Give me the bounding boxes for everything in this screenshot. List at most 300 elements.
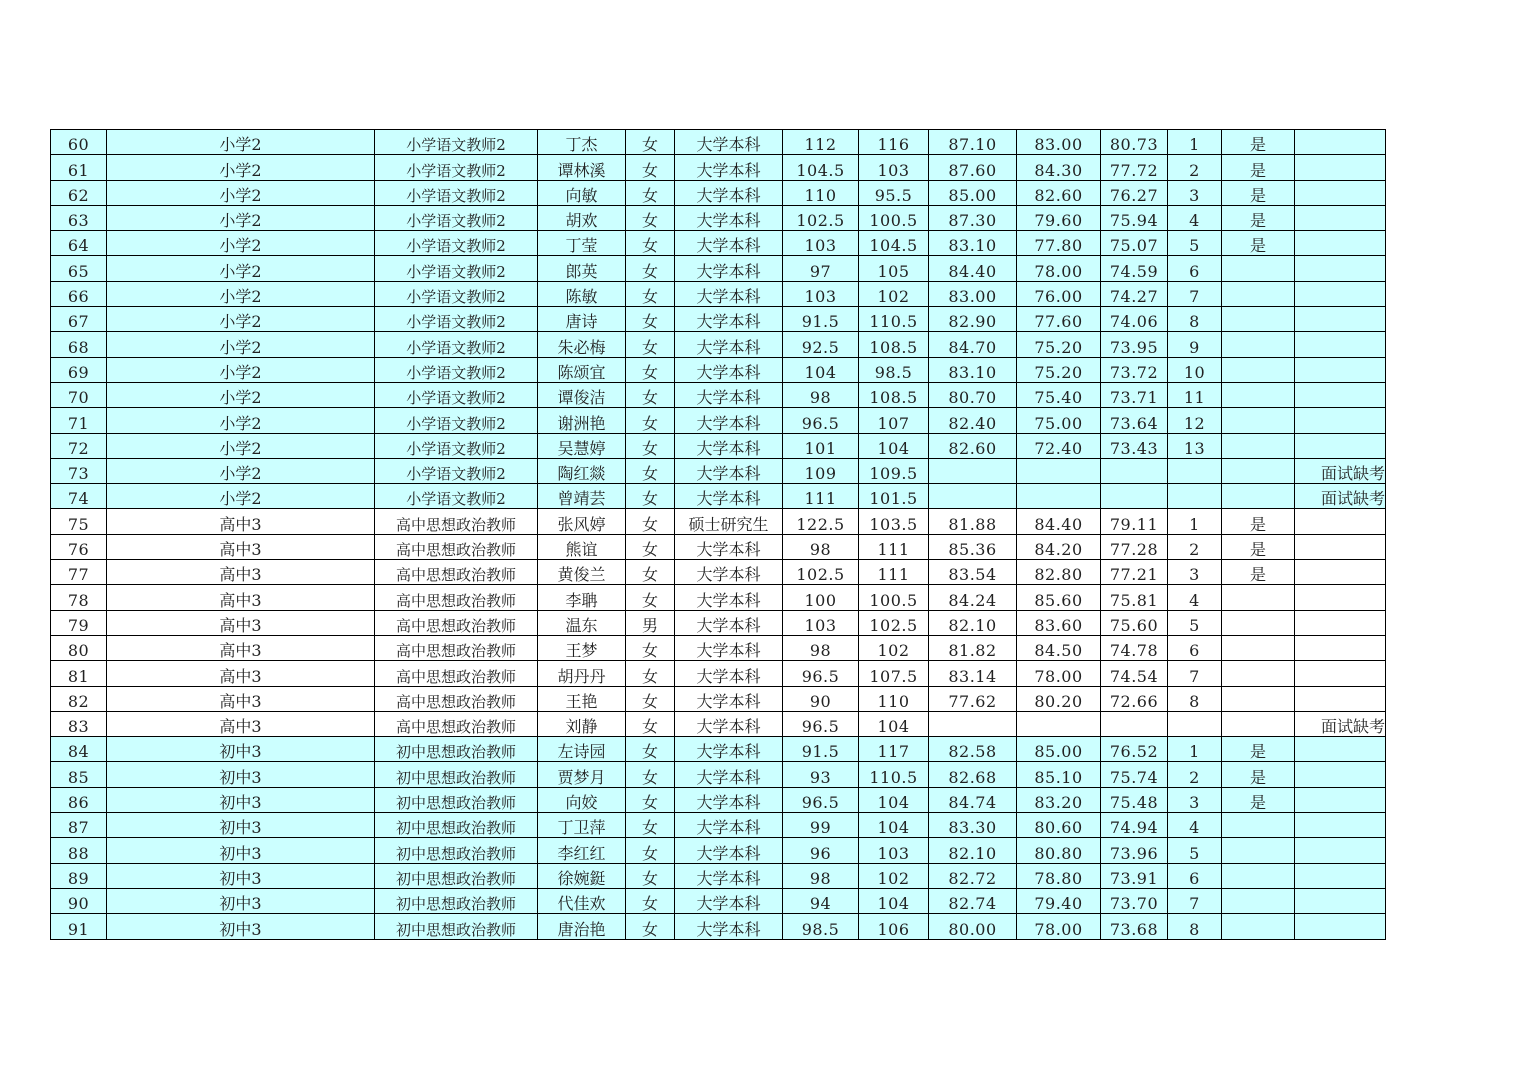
written-score-cell: 109 — [783, 458, 859, 483]
note-cell — [1295, 130, 1386, 155]
note-cell: 面试缺考 — [1295, 458, 1386, 483]
interview-score-cell: 80.00 — [929, 914, 1017, 939]
unit-cell: 初中3 — [107, 762, 375, 787]
rank-cell: 2 — [1168, 155, 1222, 180]
interview-score-cell: 83.54 — [929, 560, 1017, 585]
name-cell: 王梦 — [538, 635, 626, 660]
rank-cell: 5 — [1168, 231, 1222, 256]
position-cell: 小学语文教师2 — [375, 433, 538, 458]
second-score-cell: 100.5 — [859, 205, 929, 230]
total-score-cell: 74.54 — [1101, 661, 1168, 686]
note-cell — [1295, 560, 1386, 585]
written-score-cell: 98.5 — [783, 914, 859, 939]
unit-cell: 初中3 — [107, 863, 375, 888]
table-row — [51, 560, 1386, 585]
interview-score-cell: 87.10 — [929, 130, 1017, 155]
pass-mark-cell — [1222, 863, 1295, 888]
position-cell: 高中思想政治教师 — [375, 534, 538, 559]
written-score-cell: 110 — [783, 180, 859, 205]
gender-cell: 女 — [626, 787, 675, 812]
pass-mark-cell — [1222, 357, 1295, 382]
row-number-cell: 73 — [51, 458, 107, 483]
interview-score-cell: 84.74 — [929, 787, 1017, 812]
pass-mark-cell: 是 — [1222, 509, 1295, 534]
table-row — [51, 484, 1386, 509]
note-cell — [1295, 180, 1386, 205]
education-cell: 大学本科 — [675, 888, 783, 913]
pass-mark-cell: 是 — [1222, 737, 1295, 762]
rank-cell: 2 — [1168, 534, 1222, 559]
gender-cell: 女 — [626, 711, 675, 736]
note-cell — [1295, 914, 1386, 939]
table-row — [51, 661, 1386, 686]
pass-mark-cell — [1222, 711, 1295, 736]
pass-mark-cell — [1222, 458, 1295, 483]
table-row — [51, 256, 1386, 281]
total-score-cell — [1101, 458, 1168, 483]
pass-mark-cell — [1222, 813, 1295, 838]
row-number-cell: 87 — [51, 813, 107, 838]
position-cell: 高中思想政治教师 — [375, 610, 538, 635]
rank-cell — [1168, 711, 1222, 736]
note-cell — [1295, 585, 1386, 610]
name-cell: 谢洲艳 — [538, 408, 626, 433]
total-score-cell: 74.78 — [1101, 635, 1168, 660]
note-cell: 面试缺考 — [1295, 711, 1386, 736]
note-cell — [1295, 357, 1386, 382]
written-score-cell: 103 — [783, 281, 859, 306]
fourth-score-cell: 82.60 — [1017, 180, 1101, 205]
second-score-cell: 101.5 — [859, 484, 929, 509]
education-cell: 硕士研究生 — [675, 509, 783, 534]
position-cell: 小学语文教师2 — [375, 256, 538, 281]
second-score-cell: 109.5 — [859, 458, 929, 483]
note-cell: 面试缺考 — [1295, 484, 1386, 509]
second-score-cell: 103 — [859, 155, 929, 180]
name-cell: 李聃 — [538, 585, 626, 610]
written-score-cell: 90 — [783, 686, 859, 711]
education-cell: 大学本科 — [675, 813, 783, 838]
row-number-cell: 77 — [51, 560, 107, 585]
gender-cell: 女 — [626, 484, 675, 509]
rank-cell: 7 — [1168, 281, 1222, 306]
written-score-cell: 97 — [783, 256, 859, 281]
education-cell: 大学本科 — [675, 408, 783, 433]
pass-mark-cell — [1222, 256, 1295, 281]
note-cell — [1295, 155, 1386, 180]
rank-cell: 3 — [1168, 560, 1222, 585]
note-cell — [1295, 813, 1386, 838]
name-cell: 张风婷 — [538, 509, 626, 534]
position-cell: 小学语文教师2 — [375, 231, 538, 256]
table-row — [51, 408, 1386, 433]
row-number-cell: 72 — [51, 433, 107, 458]
table-row — [51, 180, 1386, 205]
unit-cell: 小学2 — [107, 205, 375, 230]
position-cell: 高中思想政治教师 — [375, 635, 538, 660]
table-row — [51, 585, 1386, 610]
pass-mark-cell — [1222, 635, 1295, 660]
name-cell: 丁杰 — [538, 130, 626, 155]
name-cell: 王艳 — [538, 686, 626, 711]
position-cell: 小学语文教师2 — [375, 357, 538, 382]
gender-cell: 女 — [626, 458, 675, 483]
table-row — [51, 281, 1386, 306]
note-cell — [1295, 205, 1386, 230]
row-number-cell: 60 — [51, 130, 107, 155]
total-score-cell: 77.72 — [1101, 155, 1168, 180]
table-row — [51, 509, 1386, 534]
fourth-score-cell — [1017, 711, 1101, 736]
position-cell: 小学语文教师2 — [375, 130, 538, 155]
pass-mark-cell — [1222, 484, 1295, 509]
rank-cell: 1 — [1168, 130, 1222, 155]
gender-cell: 女 — [626, 560, 675, 585]
gender-cell: 女 — [626, 888, 675, 913]
position-cell: 高中思想政治教师 — [375, 711, 538, 736]
position-cell: 初中思想政治教师 — [375, 737, 538, 762]
unit-cell: 小学2 — [107, 130, 375, 155]
interview-score-cell: 82.10 — [929, 610, 1017, 635]
unit-cell: 小学2 — [107, 458, 375, 483]
written-score-cell: 122.5 — [783, 509, 859, 534]
second-score-cell: 102 — [859, 281, 929, 306]
name-cell: 陶红燚 — [538, 458, 626, 483]
table-row — [51, 686, 1386, 711]
pass-mark-cell: 是 — [1222, 155, 1295, 180]
row-number-cell: 89 — [51, 863, 107, 888]
gender-cell: 女 — [626, 357, 675, 382]
pass-mark-cell: 是 — [1222, 130, 1295, 155]
second-score-cell: 103 — [859, 838, 929, 863]
name-cell: 唐诗 — [538, 307, 626, 332]
total-score-cell: 73.72 — [1101, 357, 1168, 382]
second-score-cell: 106 — [859, 914, 929, 939]
fourth-score-cell: 76.00 — [1017, 281, 1101, 306]
education-cell: 大学本科 — [675, 610, 783, 635]
pass-mark-cell: 是 — [1222, 180, 1295, 205]
written-score-cell: 112 — [783, 130, 859, 155]
written-score-cell: 91.5 — [783, 737, 859, 762]
fourth-score-cell: 75.40 — [1017, 382, 1101, 407]
written-score-cell: 102.5 — [783, 205, 859, 230]
position-cell: 小学语文教师2 — [375, 408, 538, 433]
second-score-cell: 102 — [859, 863, 929, 888]
second-score-cell: 107 — [859, 408, 929, 433]
table-row — [51, 458, 1386, 483]
education-cell: 大学本科 — [675, 357, 783, 382]
written-score-cell: 96.5 — [783, 711, 859, 736]
second-score-cell: 102 — [859, 635, 929, 660]
education-cell: 大学本科 — [675, 686, 783, 711]
row-number-cell: 61 — [51, 155, 107, 180]
table-row — [51, 231, 1386, 256]
pass-mark-cell — [1222, 838, 1295, 863]
unit-cell: 初中3 — [107, 838, 375, 863]
row-number-cell: 65 — [51, 256, 107, 281]
position-cell: 初中思想政治教师 — [375, 863, 538, 888]
row-number-cell: 64 — [51, 231, 107, 256]
unit-cell: 小学2 — [107, 433, 375, 458]
table-row — [51, 332, 1386, 357]
unit-cell: 高中3 — [107, 509, 375, 534]
results-table — [50, 129, 1386, 940]
education-cell: 大学本科 — [675, 382, 783, 407]
position-cell: 高中思想政治教师 — [375, 686, 538, 711]
interview-score-cell: 84.24 — [929, 585, 1017, 610]
row-number-cell: 71 — [51, 408, 107, 433]
interview-score-cell: 87.60 — [929, 155, 1017, 180]
gender-cell: 女 — [626, 509, 675, 534]
education-cell: 大学本科 — [675, 155, 783, 180]
written-score-cell: 100 — [783, 585, 859, 610]
gender-cell: 女 — [626, 585, 675, 610]
table-row — [51, 357, 1386, 382]
position-cell: 小学语文教师2 — [375, 205, 538, 230]
total-score-cell: 73.68 — [1101, 914, 1168, 939]
interview-score-cell: 82.74 — [929, 888, 1017, 913]
rank-cell: 6 — [1168, 635, 1222, 660]
education-cell: 大学本科 — [675, 484, 783, 509]
interview-score-cell: 80.70 — [929, 382, 1017, 407]
written-score-cell: 96.5 — [783, 661, 859, 686]
row-number-cell: 85 — [51, 762, 107, 787]
gender-cell: 女 — [626, 408, 675, 433]
interview-score-cell: 83.00 — [929, 281, 1017, 306]
fourth-score-cell — [1017, 458, 1101, 483]
written-score-cell: 91.5 — [783, 307, 859, 332]
second-score-cell: 104 — [859, 888, 929, 913]
name-cell: 熊谊 — [538, 534, 626, 559]
gender-cell: 女 — [626, 838, 675, 863]
note-cell — [1295, 610, 1386, 635]
unit-cell: 高中3 — [107, 711, 375, 736]
rank-cell: 3 — [1168, 787, 1222, 812]
written-score-cell: 98 — [783, 863, 859, 888]
rank-cell: 1 — [1168, 737, 1222, 762]
row-number-cell: 81 — [51, 661, 107, 686]
rank-cell: 3 — [1168, 180, 1222, 205]
row-number-cell: 82 — [51, 686, 107, 711]
position-cell: 小学语文教师2 — [375, 180, 538, 205]
education-cell: 大学本科 — [675, 838, 783, 863]
fourth-score-cell: 85.10 — [1017, 762, 1101, 787]
pass-mark-cell: 是 — [1222, 560, 1295, 585]
table-row — [51, 307, 1386, 332]
rank-cell: 6 — [1168, 863, 1222, 888]
total-score-cell: 73.91 — [1101, 863, 1168, 888]
interview-score-cell: 82.40 — [929, 408, 1017, 433]
fourth-score-cell: 82.80 — [1017, 560, 1101, 585]
name-cell: 李红红 — [538, 838, 626, 863]
name-cell: 胡丹丹 — [538, 661, 626, 686]
gender-cell: 女 — [626, 205, 675, 230]
fourth-score-cell: 85.60 — [1017, 585, 1101, 610]
note-cell — [1295, 888, 1386, 913]
table-row — [51, 534, 1386, 559]
position-cell: 初中思想政治教师 — [375, 838, 538, 863]
rank-cell: 8 — [1168, 686, 1222, 711]
position-cell: 高中思想政治教师 — [375, 585, 538, 610]
interview-score-cell: 85.36 — [929, 534, 1017, 559]
education-cell: 大学本科 — [675, 231, 783, 256]
unit-cell: 小学2 — [107, 256, 375, 281]
interview-score-cell: 85.00 — [929, 180, 1017, 205]
fourth-score-cell: 75.20 — [1017, 332, 1101, 357]
rank-cell: 4 — [1168, 585, 1222, 610]
rank-cell: 10 — [1168, 357, 1222, 382]
note-cell — [1295, 509, 1386, 534]
fourth-score-cell: 84.50 — [1017, 635, 1101, 660]
pass-mark-cell — [1222, 332, 1295, 357]
table-row — [51, 838, 1386, 863]
row-number-cell: 62 — [51, 180, 107, 205]
row-number-cell: 91 — [51, 914, 107, 939]
written-score-cell: 92.5 — [783, 332, 859, 357]
row-number-cell: 78 — [51, 585, 107, 610]
row-number-cell: 83 — [51, 711, 107, 736]
name-cell: 代佳欢 — [538, 888, 626, 913]
fourth-score-cell: 83.20 — [1017, 787, 1101, 812]
interview-score-cell: 82.10 — [929, 838, 1017, 863]
rank-cell: 8 — [1168, 307, 1222, 332]
interview-score-cell: 82.72 — [929, 863, 1017, 888]
position-cell: 初中思想政治教师 — [375, 762, 538, 787]
pass-mark-cell: 是 — [1222, 205, 1295, 230]
gender-cell: 女 — [626, 332, 675, 357]
second-score-cell: 105 — [859, 256, 929, 281]
gender-cell: 女 — [626, 382, 675, 407]
name-cell: 谭林溪 — [538, 155, 626, 180]
position-cell: 高中思想政治教师 — [375, 661, 538, 686]
gender-cell: 女 — [626, 256, 675, 281]
second-score-cell: 111 — [859, 560, 929, 585]
education-cell: 大学本科 — [675, 863, 783, 888]
total-score-cell: 76.52 — [1101, 737, 1168, 762]
education-cell: 大学本科 — [675, 787, 783, 812]
total-score-cell: 75.94 — [1101, 205, 1168, 230]
fourth-score-cell: 78.00 — [1017, 661, 1101, 686]
pass-mark-cell — [1222, 281, 1295, 306]
total-score-cell: 75.81 — [1101, 585, 1168, 610]
total-score-cell: 77.21 — [1101, 560, 1168, 585]
table-row — [51, 205, 1386, 230]
interview-score-cell: 84.70 — [929, 332, 1017, 357]
total-score-cell: 74.06 — [1101, 307, 1168, 332]
written-score-cell: 94 — [783, 888, 859, 913]
table-body — [51, 130, 1386, 940]
unit-cell: 初中3 — [107, 813, 375, 838]
pass-mark-cell — [1222, 433, 1295, 458]
second-score-cell: 110.5 — [859, 307, 929, 332]
total-score-cell — [1101, 484, 1168, 509]
fourth-score-cell: 78.00 — [1017, 914, 1101, 939]
position-cell: 小学语文教师2 — [375, 281, 538, 306]
fourth-score-cell: 83.60 — [1017, 610, 1101, 635]
education-cell: 大学本科 — [675, 762, 783, 787]
row-number-cell: 79 — [51, 610, 107, 635]
written-score-cell: 103 — [783, 231, 859, 256]
total-score-cell — [1101, 711, 1168, 736]
fourth-score-cell: 80.60 — [1017, 813, 1101, 838]
name-cell: 贾梦月 — [538, 762, 626, 787]
table-row — [51, 787, 1386, 812]
second-score-cell: 110.5 — [859, 762, 929, 787]
interview-score-cell — [929, 711, 1017, 736]
fourth-score-cell: 80.20 — [1017, 686, 1101, 711]
table-row — [51, 737, 1386, 762]
name-cell: 丁卫萍 — [538, 813, 626, 838]
name-cell: 陈颂宜 — [538, 357, 626, 382]
education-cell: 大学本科 — [675, 180, 783, 205]
unit-cell: 小学2 — [107, 155, 375, 180]
pass-mark-cell — [1222, 585, 1295, 610]
fourth-score-cell: 84.30 — [1017, 155, 1101, 180]
gender-cell: 女 — [626, 762, 675, 787]
interview-score-cell: 84.40 — [929, 256, 1017, 281]
note-cell — [1295, 332, 1386, 357]
second-score-cell: 110 — [859, 686, 929, 711]
rank-cell: 12 — [1168, 408, 1222, 433]
note-cell — [1295, 661, 1386, 686]
unit-cell: 小学2 — [107, 408, 375, 433]
gender-cell: 女 — [626, 231, 675, 256]
unit-cell: 初中3 — [107, 914, 375, 939]
note-cell — [1295, 281, 1386, 306]
unit-cell: 高中3 — [107, 686, 375, 711]
total-score-cell: 73.70 — [1101, 888, 1168, 913]
second-score-cell: 102.5 — [859, 610, 929, 635]
fourth-score-cell: 79.40 — [1017, 888, 1101, 913]
row-number-cell: 86 — [51, 787, 107, 812]
pass-mark-cell: 是 — [1222, 762, 1295, 787]
written-score-cell: 104 — [783, 357, 859, 382]
interview-score-cell: 77.62 — [929, 686, 1017, 711]
rank-cell: 4 — [1168, 205, 1222, 230]
gender-cell: 女 — [626, 534, 675, 559]
row-number-cell: 66 — [51, 281, 107, 306]
second-score-cell: 104 — [859, 433, 929, 458]
position-cell: 小学语文教师2 — [375, 484, 538, 509]
position-cell: 小学语文教师2 — [375, 382, 538, 407]
gender-cell: 女 — [626, 863, 675, 888]
total-score-cell: 79.11 — [1101, 509, 1168, 534]
interview-score-cell: 83.14 — [929, 661, 1017, 686]
gender-cell: 女 — [626, 661, 675, 686]
second-score-cell: 117 — [859, 737, 929, 762]
name-cell: 徐婉鋌 — [538, 863, 626, 888]
education-cell: 大学本科 — [675, 205, 783, 230]
position-cell: 高中思想政治教师 — [375, 560, 538, 585]
pass-mark-cell — [1222, 888, 1295, 913]
position-cell: 初中思想政治教师 — [375, 787, 538, 812]
note-cell — [1295, 433, 1386, 458]
unit-cell: 小学2 — [107, 180, 375, 205]
total-score-cell: 80.73 — [1101, 130, 1168, 155]
fourth-score-cell: 79.60 — [1017, 205, 1101, 230]
fourth-score-cell: 77.60 — [1017, 307, 1101, 332]
unit-cell: 小学2 — [107, 307, 375, 332]
unit-cell: 初中3 — [107, 888, 375, 913]
fourth-score-cell: 78.80 — [1017, 863, 1101, 888]
table-row — [51, 635, 1386, 660]
rank-cell: 4 — [1168, 813, 1222, 838]
gender-cell: 女 — [626, 155, 675, 180]
rank-cell: 6 — [1168, 256, 1222, 281]
table-row — [51, 711, 1386, 736]
written-score-cell: 111 — [783, 484, 859, 509]
education-cell: 大学本科 — [675, 585, 783, 610]
